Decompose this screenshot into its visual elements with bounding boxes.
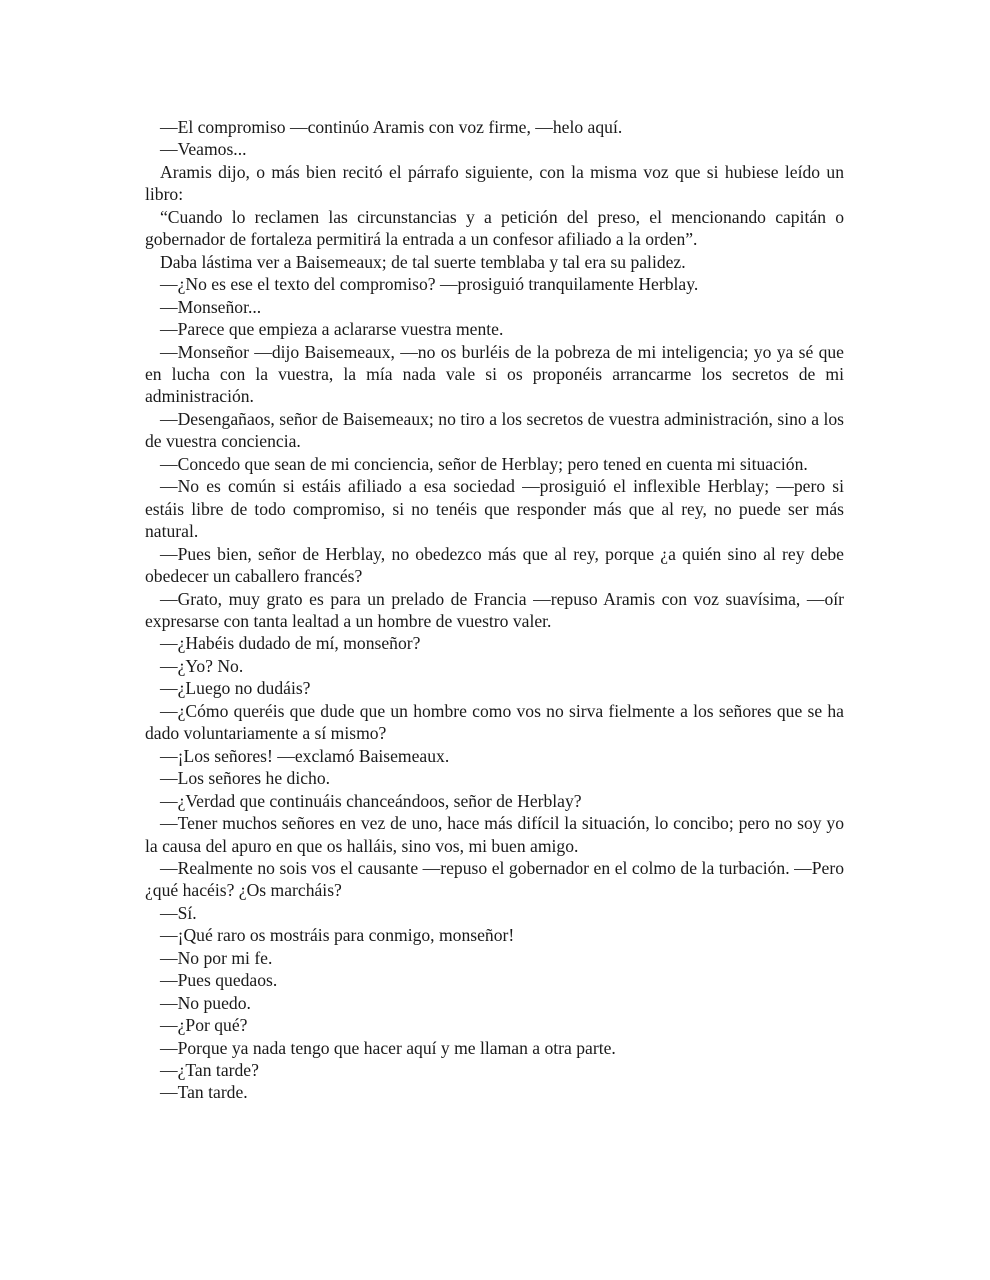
paragraph: —Grato, muy grato es para un prelado de Francia —repuso Aramis con voz suavísima, —oír expresarse con tanta lealtad a un hombre de vuestro valer. (145, 588, 844, 631)
paragraph: —No es común si estáis afiliado a esa sociedad —prosiguió el inflexible Herblay; —pero si estáis libre de todo compromiso, si no tenéis que responder más que al rey, no puede ser más natural. (145, 476, 844, 542)
paragraph: —El compromiso —continúo Aramis con voz firme, —helo aquí. (160, 117, 623, 137)
paragraph: —Tener muchos señores en vez de uno, hace más difícil la situación, lo concibo; pero no soy yo la causa del apuro en que os halláis, sino vos, mi buen amigo. (145, 813, 844, 856)
paragraph: —Tan tarde. (160, 1082, 248, 1103)
paragraph: —Sí. (160, 902, 197, 923)
paragraph: —¡Qué raro os mostráis para conmigo, monseñor! (160, 925, 515, 946)
paragraph: —Desengañaos, señor de Baisemeaux; no tiro a los secretos de vuestra administración, sino a los de vuestra conciencia. (145, 408, 844, 452)
paragraph: —Veamos... (160, 139, 247, 160)
paragraph: Aramis dijo, o más bien recitó el párrafo siguiente, con la misma voz que si hubiese leído un libro: (145, 161, 844, 205)
paragraph: —¿Habéis dudado de mí, monseñor? (160, 633, 421, 654)
paragraph: “Cuando lo reclamen las circunstancias y a petición del preso, el mencionando capitán o gobernador de fortaleza permitirá la entrada a un confesor afiliado a la orden”. (145, 206, 844, 250)
paragraph: —Monseñor... (160, 296, 262, 317)
paragraph: —¿Luego no dudáis? (160, 678, 311, 699)
paragraph: —Pues quedaos. (160, 970, 278, 991)
document-page (145, 116, 844, 1104)
paragraph: —Concedo que sean de mi conciencia, señor de Herblay; pero tened en cuenta mi situación. (160, 453, 808, 474)
paragraph: —Parece que empieza a aclararse vuestra mente. (160, 319, 504, 340)
paragraph: —Los señores he dicho. (160, 768, 331, 789)
paragraph: Daba lástima ver a Baisemeaux; de tal suerte temblaba y tal era su palidez. (160, 251, 686, 272)
paragraph: —No por mi fe. (160, 947, 273, 968)
paragraph: —¿Cómo queréis que dude que un hombre como vos no sirva fielmente a los señores que se ha dado voluntariamente a sí mismo? (145, 700, 844, 744)
paragraph: —¿No es ese el texto del compromiso? —prosiguió tranquilamente Herblay. (160, 274, 699, 295)
paragraph: —¿Yo? No. (160, 655, 244, 676)
paragraph: —Realmente no sois vos el causante —repuso el gobernador en el colmo de la turbación. —Pero ¿qué hacéis? ¿Os marcháis? (145, 857, 844, 901)
paragraph: —¿Por qué? (160, 1015, 248, 1036)
paragraph: —Porque ya nada tengo que hacer aquí y me llaman a otra parte. (160, 1037, 616, 1058)
paragraph: —Monseñor —dijo Baisemeaux, —no os burléis de la pobreza de mi inteligencia; yo ya sé que en lucha con la vuestra, la mía nada vale si os proponéis arrancarme los secretos de mi administración. (145, 341, 844, 407)
paragraph: —¿Tan tarde? (160, 1060, 259, 1081)
paragraph: —¡Los señores! —exclamó Baisemeaux. (160, 745, 450, 766)
paragraph: —¿Verdad que continuáis chanceándoos, señor de Herblay? (160, 790, 582, 811)
paragraph: —No puedo. (160, 992, 251, 1013)
paragraph: —Pues bien, señor de Herblay, no obedezco más que al rey, porque ¿a quién sino al rey debe obedecer un caballero francés? (145, 543, 844, 587)
